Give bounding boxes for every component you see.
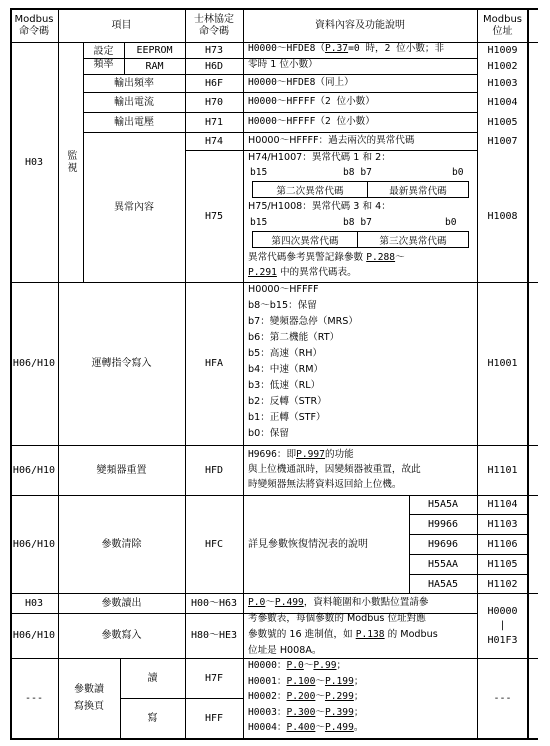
reset-address: H1101 — [487, 464, 518, 476]
header-item: 項目 — [111, 19, 132, 31]
param-clear-code: HFC — [204, 538, 224, 550]
second-fault-code-box: 第二次異常代碼 — [252, 181, 368, 198]
parameter-link[interactable]: P.299 — [324, 691, 354, 702]
header-modbus-command: Modbus 命令碼 — [14, 13, 54, 37]
reset-description-line3: 時變頻器無法將資料返回給上位機。 — [248, 479, 402, 490]
param-clear-address: H1103 — [487, 519, 518, 530]
parameter-link[interactable]: P.300 — [286, 706, 316, 718]
param-read-code: H00～H63 — [190, 597, 238, 609]
output-frequency-label: 輸出頻率 — [114, 77, 154, 89]
link-p288[interactable]: P.288 — [366, 252, 396, 263]
eeprom-label: EEPROM — [136, 44, 173, 56]
param-clear-value: H9696 — [427, 539, 459, 550]
fault-h75-code: H75 — [204, 210, 224, 222]
fault-codes-1-2-label: H74/H1007：異常代碼 1 和 2： — [248, 152, 391, 163]
grid-vline — [243, 8, 244, 738]
param-rw-address-separator: | — [499, 619, 506, 631]
bit-b15-label: b15 — [250, 167, 268, 178]
page-line-text: H0001： — [248, 675, 287, 687]
monitor-category: 監視 — [65, 150, 76, 174]
page-line-text: H0004： — [248, 722, 287, 733]
link-p291[interactable]: P.291 — [248, 267, 277, 278]
fault-h74-description: H0000～HFFFF：過去兩次的異常代碼 — [248, 135, 415, 146]
page-line-text: ； — [353, 691, 364, 702]
reset-command-modbus: H06/H10 — [12, 464, 56, 476]
run-command-bit-line: b5：高速（RH） — [248, 348, 323, 359]
page-line-text: ～ — [315, 706, 325, 718]
link-p37[interactable]: P.37 — [324, 43, 349, 54]
fourth-fault-code-box: 第四次異常代碼 — [252, 231, 358, 248]
param-clear-value: HA5A5 — [427, 578, 459, 590]
bit-b15-label-2: b15 — [250, 217, 268, 228]
parameter-link[interactable]: P.400 — [286, 722, 316, 733]
param-rw-address-end: H01F3 — [487, 634, 518, 646]
run-command-bit-line: b8～b15：保留 — [248, 300, 317, 311]
grid-hline — [10, 738, 538, 740]
output-voltage-code: H71 — [204, 116, 224, 128]
page-line-text: ； — [353, 706, 364, 718]
reset-code: HFD — [204, 464, 224, 476]
bit-b0-label-2: b0 — [445, 217, 457, 228]
reset-description-line1: H9696：即P.997的功能 — [248, 449, 354, 460]
parameter-link[interactable]: P.100 — [286, 675, 316, 687]
header-shihlin-command: 士林協定 命令碼 — [194, 13, 234, 37]
fault-h74-address: H1007 — [487, 135, 518, 147]
ram-address: H1002 — [487, 60, 518, 72]
param-clear-value: H5A5A — [427, 499, 459, 510]
page-line-text: ～ — [315, 691, 325, 702]
ram-label: RAM — [145, 60, 164, 72]
page-line-text: H0000： — [248, 660, 287, 671]
page-switch-page-line — [248, 721, 363, 734]
link-p997[interactable]: P.997 — [296, 449, 325, 460]
fault-content-label: 異常內容 — [114, 201, 154, 213]
param-clear-description: 詳見參數恢復情況表的說明 — [248, 538, 368, 550]
page-switch-address: --- — [493, 692, 512, 704]
param-clear-address: H1104 — [487, 499, 518, 510]
reset-name: 變頻器重置 — [96, 464, 147, 476]
param-rw-description-line1: P.0～P.499，資料範圍和小數點位置請參 — [248, 597, 429, 608]
page-line-text: ～ — [315, 722, 325, 733]
param-read-name: 參數讀出 — [101, 597, 142, 609]
set-frequency-label: 設定 頻率 — [93, 46, 114, 70]
parameter-link[interactable]: P.200 — [286, 691, 316, 702]
parameter-link[interactable]: P.199 — [324, 675, 354, 687]
param-clear-value: H55AA — [427, 559, 459, 570]
page-switch-read-label: 讀 — [147, 672, 158, 684]
page-line-text: ； — [353, 675, 364, 687]
page-switch-page-line — [248, 659, 346, 672]
link-p138[interactable]: P.138 — [355, 629, 385, 640]
run-command-bit-line: H0000～HFFFF — [248, 284, 319, 295]
param-write-code: H80～HE3 — [190, 630, 238, 641]
output-current-description: H0000～HFFFF（2 位小數） — [248, 96, 375, 107]
run-command-bit-line: b4：中速（RM） — [248, 364, 324, 375]
run-command-address: H1001 — [487, 358, 518, 369]
eeprom-description-line2: 零時 1 位小數） — [248, 59, 318, 70]
fault-h74-code: H74 — [204, 135, 224, 147]
param-write-name: 參數寫入 — [101, 630, 142, 641]
page-switch-read-code: H7F — [204, 672, 224, 684]
param-clear-command-modbus: H06/H10 — [12, 538, 56, 550]
output-current-address: H1004 — [487, 96, 518, 108]
param-clear-address: H1106 — [487, 539, 518, 550]
page-switch-name: 參數讀 寫換頁 — [74, 684, 104, 712]
eeprom-code: H73 — [204, 44, 224, 56]
header-description: 資料內容及功能說明 — [315, 19, 405, 31]
latest-fault-code-box: 最新異常代碼 — [367, 181, 469, 198]
parameter-link[interactable]: P.0 — [286, 660, 304, 671]
output-frequency-code: H6F — [204, 77, 224, 89]
page-switch-page-line — [248, 690, 363, 703]
output-current-label: 輸出電流 — [114, 96, 154, 108]
bit-b8b7-label-2: b8 b7 — [343, 217, 372, 228]
fault-code-reference-line2: P.291 中的異常代碼表。 — [248, 267, 357, 278]
output-voltage-description: H0000～HFFFF（2 位小數） — [248, 116, 375, 127]
param-read-command-modbus: H03 — [24, 597, 44, 609]
bit-b8b7-label: b8 b7 — [343, 167, 372, 178]
param-rw-address-start: H0000 — [487, 605, 518, 617]
param-rw-description-line2: 考參數表，每個參數的 Modbus 位址對應 — [248, 613, 426, 624]
param-clear-address: H1105 — [487, 559, 518, 570]
output-frequency-address: H1003 — [487, 77, 518, 89]
output-current-code: H70 — [204, 96, 224, 108]
parameter-link[interactable]: P.399 — [324, 706, 354, 718]
page-switch-write-label: 寫 — [147, 712, 158, 724]
param-rw-address-range — [477, 593, 528, 658]
parameter-link[interactable]: P.99 — [313, 660, 337, 671]
run-command-bit-line: b0：保留 — [248, 428, 289, 439]
run-command-code: HFA — [204, 358, 224, 369]
reset-description-line2: 與上位機通訊時，因變頻器被重置，故此 — [248, 464, 421, 475]
page-line-text: H0003： — [248, 706, 287, 718]
fault-codes-3-4-label: H75/H1008：異常代碼 3 和 4： — [248, 201, 391, 212]
page-line-text: ； — [336, 660, 347, 671]
page-line-text: ～ — [303, 660, 314, 671]
param-clear-name: 參數清除 — [101, 538, 142, 550]
header-modbus-address: Modbus 位址 — [483, 13, 522, 37]
fault-code-reference-line1: 異常代碼參考異警記錄參數 P.288～ — [248, 252, 405, 263]
bit-b0-label: b0 — [452, 167, 464, 178]
run-command-bit-line: b2：反轉（STR） — [248, 396, 327, 407]
link-p0[interactable]: P.0 — [248, 597, 266, 608]
output-frequency-description: H0000～HFDE8（同上） — [248, 77, 354, 88]
run-command-modbus: H06/H10 — [12, 358, 56, 369]
page-line-text: ～ — [315, 675, 325, 687]
run-command-bit-line: b7：變頻器急停（MRS） — [248, 316, 358, 327]
param-clear-value: H9966 — [427, 519, 459, 530]
page-switch-page-line — [248, 706, 363, 719]
parameter-link[interactable]: P.499 — [324, 722, 354, 733]
ram-code: H6D — [204, 60, 224, 72]
page-line-text: H0002： — [248, 691, 287, 702]
run-command-bit-line: b3：低速（RL） — [248, 380, 321, 391]
param-write-command-modbus: H06/H10 — [12, 630, 56, 641]
run-command-bit-line: b6：第二機能（RT） — [248, 332, 340, 343]
output-voltage-label: 輸出電壓 — [114, 116, 154, 128]
eeprom-address: H1009 — [487, 44, 518, 56]
link-p499[interactable]: P.499 — [274, 597, 304, 608]
eeprom-description-line1: H0000～HFDE8（P.37=0 時，2 位小數；非 — [248, 43, 445, 54]
page-switch-page-line — [248, 675, 363, 688]
page-line-text: 。 — [353, 722, 364, 733]
run-command-name: 運轉指令寫入 — [91, 358, 152, 369]
param-clear-address: H1102 — [487, 578, 518, 590]
page-switch-command-modbus: --- — [24, 692, 44, 704]
fault-h75-address: H1008 — [487, 210, 518, 222]
param-rw-description-line4: 位址是 H008A。 — [248, 645, 322, 656]
third-fault-code-box: 第三次異常代碼 — [357, 231, 469, 248]
param-rw-description-line3: 參數號的 16 進制值，如 P.138 的 Modbus — [248, 629, 438, 640]
monitor-command: H03 — [24, 156, 44, 168]
output-voltage-address: H1005 — [487, 116, 518, 128]
run-command-bit-line: b1：正轉（STF） — [248, 412, 326, 423]
page-switch-write-code: HFF — [204, 712, 224, 724]
